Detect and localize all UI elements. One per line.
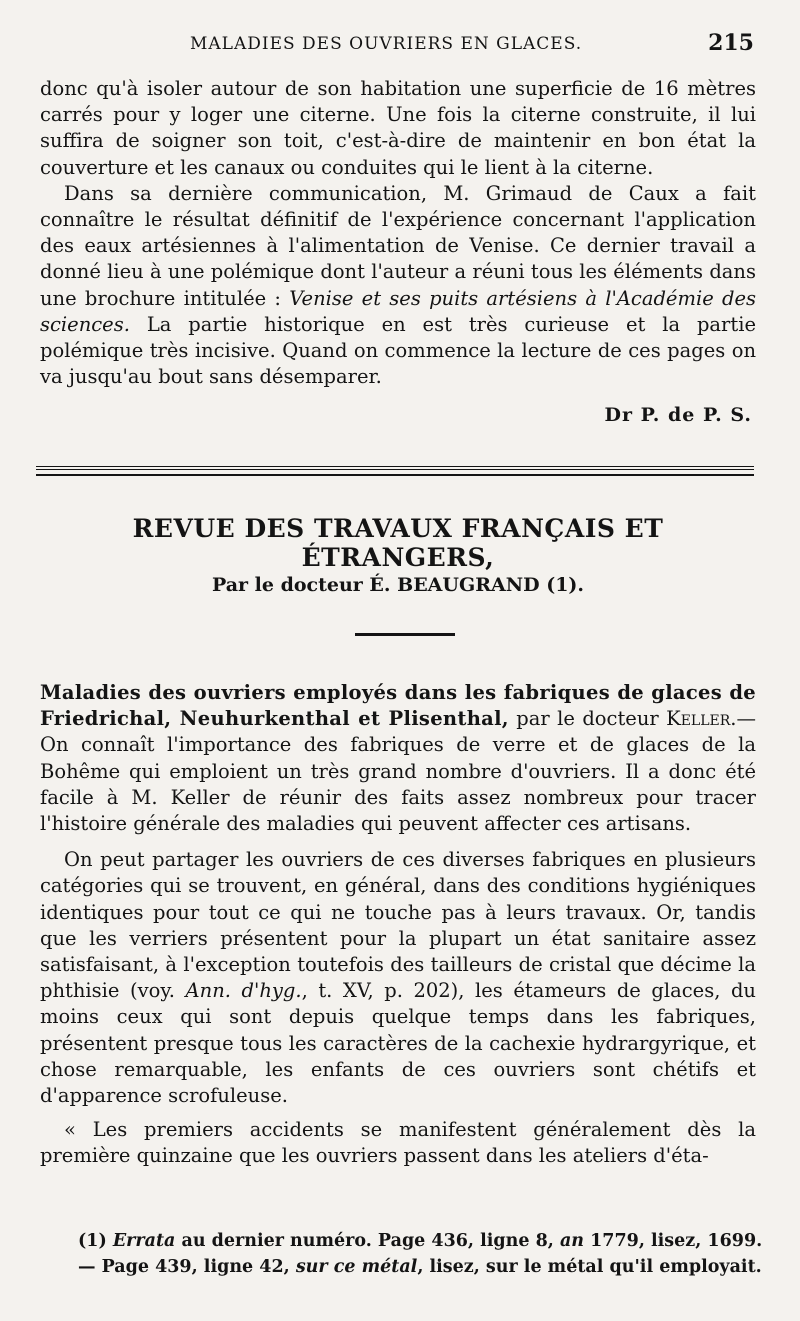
paragraph-venise <box>40 181 756 391</box>
short-divider <box>355 633 455 636</box>
footnote-line-1 <box>78 1228 764 1254</box>
footnote-italic-an: an <box>559 1231 585 1251</box>
errata-label: Errata <box>112 1231 176 1251</box>
section-divider-line <box>36 474 754 476</box>
running-title: MALADIES DES OUVRIERS EN GLACES. <box>190 34 583 54</box>
section-byline: Par le docteur É. BEAUGRAND (1). <box>211 574 585 596</box>
author-name: Keller <box>666 707 731 731</box>
journal-reference: Ann. d'hyg. <box>185 979 302 1003</box>
running-head <box>40 30 760 64</box>
footnote-text-b: 1779, lisez, 1699. <box>584 1231 763 1251</box>
paragraph-accidents: « Les premiers accidents se manifestent généralement dès la première quinzaine que les ouvriers passent dans les ateliers d'éta- <box>40 1118 756 1168</box>
page-number: 215 <box>708 30 754 56</box>
paragraph-categories-text-b: , t. XV, p. 202), les étameurs de glaces, du moins ceux qui sont depuis quelque temps dans les fabriques, présentent presque tous les caractères de la cachexie hydrargyrique, et chose remarquable, les enfants de ces ouvriers sont chétifs et d'apparence scrofuleuse. <box>40 979 756 1108</box>
paragraph-categories-text-a: On peut partager les ouvriers de ces diverses fabriques en plusieurs catégories qui se trouvent, en général, dans des conditions hygiéniques identiques pour tout ce qui ne touche pas à leurs travaux. Or, tandis que les verriers présentent pour la plupart un état sanitaire assez satisfaisant, à l'exception toutefois des tailleurs de cristal que décime la phthisie (voy. <box>40 848 756 1003</box>
footnote-italic-metal: sur ce métal <box>295 1257 418 1277</box>
book-page <box>40 0 763 1321</box>
paragraph-keller <box>40 680 756 837</box>
brochure-title: Venise et ses puits artésiens à l'Académie des sciences. <box>40 286 757 336</box>
footnote <box>78 1228 764 1280</box>
paragraph-keller-text-a: par le docteur <box>508 707 667 731</box>
author-signature: Dr P. de P. S. <box>604 404 752 426</box>
paragraph-keller-text-b: .—On connaît l'importance des fabriques de verre et de glaces de la Bohême qui emploient un très grand nombre d'ouvriers. Il a donc été facile à M. Keller de réunir des faits assez nombreux pour tracer l'histoire générale des maladies qui peuvent affecter ces artisans. <box>40 707 756 836</box>
section-title: REVUE DES TRAVAUX FRANÇAIS ET ÉTRANGERS, <box>132 514 664 572</box>
footnote-text-d: , lisez, sur le métal qu'il employait. <box>417 1257 762 1277</box>
article-heading: Maladies des ouvriers employés dans les fabriques de glaces de Friedrichal, Neuhurkenthal et Plisenthal, <box>40 681 756 731</box>
paragraph-venise-text-b: La partie historique en est très curieuse et la partie polémique très incisive. Quand on commence la lecture de ces pages on va jusqu'au bout sans désemparer. <box>40 312 756 389</box>
paragraph-citerne: donc qu'à isoler autour de son habitation une superficie de 16 mètres carrés pour y loger une citerne. Une fois la citerne construite, il lui suffira de soigner son toit, c'est-à-dire de maintenir en bon état la couverture et les canaux ou conduites qui le lient à la citerne. <box>40 77 756 179</box>
footnote-marker: (1) <box>78 1231 113 1251</box>
footnote-line-2 <box>78 1254 764 1280</box>
paragraph-categories <box>40 847 756 1109</box>
section-divider-double <box>36 466 754 474</box>
footnote-text-c: — Page 439, ligne 42, <box>78 1257 296 1277</box>
footnote-text-a: au dernier numéro. Page 436, ligne 8, <box>175 1231 560 1251</box>
text-block-review <box>40 680 756 1170</box>
paragraph-venise-text-a: Dans sa dernière communication, M. Grimaud de Caux a fait connaître le résultat définitif de l'expérience concernant l'application des eaux artésiennes à l'alimentation de Venise. Ce dernier travail a donné lieu à une polémique dont l'auteur a réuni tous les éléments dans une brochure intitulée : <box>40 181 756 310</box>
text-block-previous-article <box>40 76 756 390</box>
